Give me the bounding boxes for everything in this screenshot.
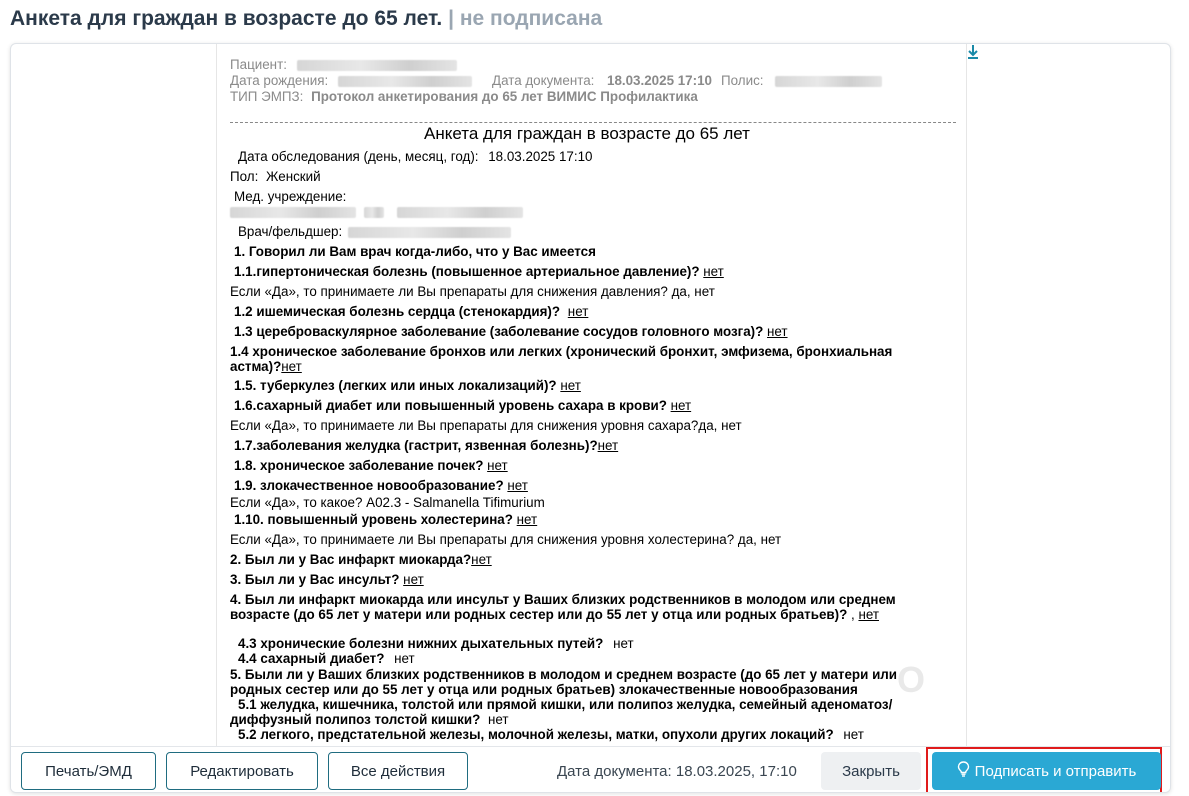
patient-label: Пациент:	[230, 57, 287, 72]
doctor-label: Врач/фельдшер:	[238, 224, 343, 239]
question-1-5-text: 1.5. туберкулез (легких или иных локализаций)?	[234, 378, 557, 393]
close-button-label: Закрыть	[842, 762, 900, 780]
sex-value: Женский	[266, 169, 321, 184]
title-separator: |	[448, 7, 454, 30]
form-title: Анкета для граждан в возрасте до 65 лет	[424, 124, 750, 143]
exam-date-value: 18.03.2025 17:10	[488, 149, 593, 164]
document-viewer[interactable]	[216, 44, 967, 746]
question-1-10-followup: Если «Да», то принимаете ли Вы препараты для снижения уровня холестерина? да, нет	[230, 532, 782, 547]
med-org-label: Мед. учреждение:	[234, 189, 347, 204]
question-4-4-answer: нет	[394, 651, 415, 666]
watermark-glyph: O	[897, 659, 926, 700]
sign-and-send-label: Подписать и отправить	[974, 762, 1137, 780]
question-4-3	[238, 636, 634, 651]
question-1-6-answer: нет	[670, 398, 692, 413]
question-4-text: 4. Был ли инфаркт миокарда или инсульт у Ваших близких родственников в молодом или среднем возрасте (до 65 лет у матери или родных сестер или до 55 лет у отца или родных братьев)?	[230, 592, 896, 622]
question-2-answer: нет	[471, 552, 492, 567]
policy-redacted	[775, 76, 882, 87]
question-1-10-answer: нет	[516, 512, 538, 527]
exam-date-line	[238, 149, 592, 164]
question-1-4-text: 1.4 хроническое заболевание бронхов или легких (хронический бронхит, эмфизема, бронхиальная астма)?	[230, 344, 893, 374]
question-5-2-answer: нет	[843, 727, 864, 742]
patient-name-redacted	[297, 60, 457, 71]
print-emd-button[interactable]: Печать/ЭМД	[21, 752, 156, 790]
all-actions-button[interactable]: Все действия	[328, 752, 468, 790]
question-1-2-text: 1.2 ишемическая болезнь сердца (стенокардия)?	[234, 304, 561, 319]
question-1-5-answer: нет	[560, 378, 581, 393]
question-4-3-text: 4.3 хронические болезни нижних дыхательных путей?	[238, 636, 604, 651]
question-1-1	[234, 264, 724, 279]
footer-doc-date: Дата документа: 18.03.2025, 17:10	[557, 763, 797, 780]
question-3	[230, 572, 424, 587]
question-1-5	[234, 378, 581, 393]
question-4-sep: ,	[847, 607, 859, 622]
lightbulb-icon	[957, 761, 970, 781]
question-1-2	[234, 304, 588, 319]
question-3-text: 3. Был ли у Вас инсульт?	[230, 572, 400, 587]
question-1-7	[234, 438, 618, 453]
question-1-1-answer: нет	[703, 264, 724, 279]
question-1-9-text: 1.9. злокачественное новообразование?	[234, 478, 504, 493]
med-org-redacted-1	[230, 207, 356, 218]
question-1-4-answer: нет	[281, 359, 302, 374]
edit-button[interactable]: Редактировать	[166, 752, 318, 790]
med-org-redacted-3	[397, 207, 523, 218]
question-2	[230, 552, 492, 567]
question-1-9-answer: нет	[507, 478, 528, 493]
close-button[interactable]	[821, 752, 921, 790]
med-org-redacted-2	[364, 207, 384, 218]
question-2-text: 2. Был ли у Вас инфаркт миокарда?	[230, 552, 472, 567]
sex-line	[230, 169, 321, 184]
question-1-2-answer: нет	[567, 304, 589, 319]
question-1-10-text: 1.10. повышенный уровень холестерина?	[234, 512, 513, 527]
emdz-type-label: ТИП ЭМПЗ:	[230, 89, 304, 104]
birth-date-redacted	[338, 76, 472, 87]
question-1: 1. Говорил ли Вам врач когда-либо, что у Вас имеется	[234, 244, 596, 259]
question-5-2-text: 5.2 легкого, предстательной железы, молочной железы, матки, опухоли других локаций?	[238, 727, 834, 742]
emdz-type-value: Протокол анкетирования до 65 лет ВИМИС Профилактика	[311, 89, 698, 104]
page-title-text: Анкета для граждан в возрасте до 65 лет.	[10, 7, 443, 30]
question-3-answer: нет	[403, 572, 424, 587]
question-1-3	[234, 324, 788, 339]
doc-date-value: 18.03.2025 17:10	[607, 73, 712, 88]
question-5-1-answer: нет	[488, 712, 509, 727]
question-4-3-answer: нет	[613, 636, 634, 651]
question-5: 5. Были ли у Ваших близких родственников в молодом и среднем возрасте (до 65 лет у матери или родных сестер или до 55 лет у отца или родных братьев) злокачественные новообразования	[230, 667, 898, 697]
question-1-3-text: 1.3 цереброваскулярное заболевание (заболевание сосудов головного мозга)?	[234, 324, 764, 339]
document-card	[10, 43, 1171, 793]
question-5-2	[238, 727, 864, 742]
question-1-8	[234, 458, 508, 473]
sex-label: Пол:	[230, 169, 259, 184]
policy-label: Полис:	[721, 73, 764, 88]
question-1-4	[230, 344, 940, 374]
question-1-7-text: 1.7.заболевания желудка (гастрит, язвенная болезнь)?	[234, 438, 598, 453]
question-4-answer: нет	[858, 607, 879, 622]
question-1-6-followup: Если «Да», то принимаете ли Вы препараты для снижения уровня сахара?да, нет	[230, 418, 742, 433]
signature-status: не подписана	[459, 7, 603, 30]
question-1-9	[234, 478, 528, 493]
download-icon[interactable]	[966, 44, 980, 60]
question-1-3-answer: нет	[767, 324, 788, 339]
question-1-7-answer: нет	[597, 438, 619, 453]
question-1-6	[234, 398, 691, 413]
document-meta	[230, 57, 960, 105]
doc-date-label: Дата документа:	[492, 73, 595, 88]
sign-and-send-button[interactable]	[932, 752, 1161, 790]
question-1-9-followup: Если «Да», то какое? A02.3 - Salmanella Tifimurium	[230, 495, 545, 510]
question-1-1-followup: Если «Да», то принимаете ли Вы препараты для снижения давления? да, нет	[230, 284, 715, 299]
question-1-8-text: 1.8. хроническое заболевание почек?	[234, 458, 484, 473]
doctor-redacted	[348, 227, 511, 238]
question-1-1-text: 1.1.гипертоническая болезнь (повышенное артериальное давление)?	[234, 264, 700, 279]
question-1-10	[234, 512, 537, 527]
question-1-6-text: 1.6.сахарный диабет или повышенный уровень сахара в крови?	[234, 398, 667, 413]
page-title	[10, 7, 602, 35]
question-5-1	[230, 697, 942, 727]
doctor-line	[238, 224, 511, 239]
action-footer	[11, 746, 1171, 793]
meta-separator	[230, 122, 956, 123]
question-1-8-answer: нет	[487, 458, 508, 473]
birth-date-label: Дата рождения:	[230, 73, 329, 88]
question-5-1-text: 5.1 желудка, кишечника, толстой или прямой кишки, или полипоз желудка, семейный аденоматоз/ диффузный полипоз толстой кишки?	[230, 697, 893, 727]
question-4-4	[238, 651, 415, 666]
med-org-redacted-line	[230, 204, 523, 219]
question-4	[230, 592, 942, 622]
question-4-4-text: 4.4 сахарный диабет?	[238, 651, 385, 666]
exam-date-label: Дата обследования (день, месяц, год):	[238, 149, 479, 164]
